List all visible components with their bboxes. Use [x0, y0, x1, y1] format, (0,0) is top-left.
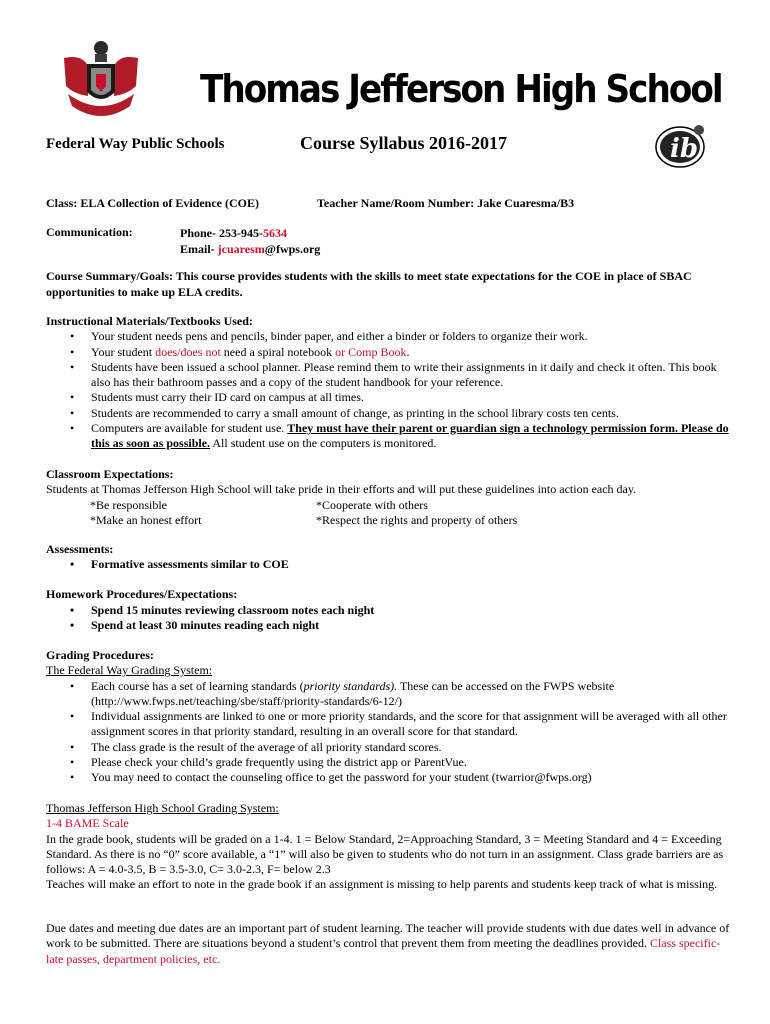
list-item: • You may need to contact the counseling office to get the password for your student (twarrior@fwps.org) — [46, 770, 730, 785]
list-item: • Formative assessments similar to COE — [46, 557, 736, 572]
expectations-heading: Classroom Expectations: — [46, 467, 174, 481]
list-item: • Computers are available for student use. They must have their parent or guardian sign a technology permission form. Please do this as soon as possible. All student use on the computers is monitored. — [46, 421, 730, 452]
list-item: • Spend 15 minutes reviewing classroom notes each night — [46, 603, 736, 619]
list-item: • Students are recommended to carry a small amount of change, as printing in the school library costs ten cents. — [46, 406, 730, 421]
phone-line: Phone- 253-945-5634 — [180, 226, 287, 240]
expectations-section — [46, 467, 736, 528]
bame-scale-label: 1-4 BAME Scale — [46, 816, 129, 831]
expectation-item: *Be responsible — [90, 497, 167, 512]
homework-section — [46, 587, 736, 634]
list-item: • Students have been issued a school planner. Please remind them to write their assignments in it daily and check it often. This book also has their bathroom passes and a copy of the student handbook for your reference. — [46, 360, 730, 391]
list-item: • The class grade is the result of the average of all priority standard scores. — [46, 740, 730, 755]
tj-grading-section — [46, 801, 736, 893]
grading-section — [46, 648, 730, 786]
list-item: • Please check your child’s grade frequently using the district app or ParentVue. — [46, 755, 730, 770]
teacher-info: Teacher Name/Room Number: Jake Cuaresma/B3 — [317, 196, 575, 210]
list-item: • Each course has a set of learning standards (priority standards). These can be accessed on the FWPS website (http://www.fwps.net/teaching/sbe/staff/priority-standards/6-12/) — [46, 679, 730, 710]
class-info: Class: ELA Collection of Evidence (COE) — [46, 196, 259, 210]
list-item: • Your student does/does not need a spiral notebook or Comp Book. — [46, 345, 730, 360]
expectation-item: *Cooperate with others — [316, 497, 428, 512]
page-title: Thomas Jefferson High School — [200, 67, 722, 111]
materials-section — [46, 314, 730, 452]
missing-paragraph: Teaches will make an effort to note in the grade book if an assignment is missing to help parents and students keep track of what is missing. — [46, 877, 718, 892]
list-item: • Your student needs pens and pencils, binder paper, and either a binder or folders to organize their work. — [46, 329, 730, 344]
ib-logo-icon — [652, 122, 712, 168]
expectation-item: *Make an honest effort — [90, 512, 202, 527]
grading-paragraph: In the grade book, students will be graded on a 1-4. 1 = Below Standard, 2=Approaching Standard, 3 = Meeting Standard and 4 = Exceeding Standard. As there is no “0” score available, a “1” will also be given to students who do not turn in an assignment. Class grade barriers are as follows: A = 4.0-3.5, B = 3.5-3.0, C= 3.0-2.3, F= below 2.3 — [46, 831, 724, 877]
communication-label: Communication: — [46, 225, 133, 239]
list-item: • Students must carry their ID card on campus at all times. — [46, 390, 730, 405]
course-summary: Course Summary/Goals: This course provides students with the skills to meet state expectations for the COE in place of SBAC opportunities to make up ELA credits. — [46, 269, 692, 299]
assessments-section — [46, 542, 736, 573]
expectations-intro: Students at Thomas Jefferson High School will take pride in their efforts and will put these guidelines into action each day. — [46, 482, 637, 497]
contact-block — [180, 225, 320, 257]
assessments-heading: Assessments: — [46, 542, 114, 556]
list-item: • Individual assignments are linked to one or more priority standards, and the score for that assignment will be averaged with all other assignment scores in that priority standard, resulting in an overall score for that standard. — [46, 709, 730, 740]
list-item: • Spend at least 30 minutes reading each night — [46, 618, 736, 634]
fw-grading-heading: The Federal Way Grading System: — [46, 663, 213, 678]
syllabus-title: Course Syllabus 2016-2017 — [300, 133, 508, 153]
materials-heading: Instructional Materials/Textbooks Used: — [46, 314, 253, 328]
district-name: Federal Way Public Schools — [46, 136, 225, 152]
email-line: Email- jcuaresm@fwps.org — [180, 242, 321, 256]
homework-heading: Homework Procedures/Expectations: — [46, 587, 238, 601]
tj-grading-heading: Thomas Jefferson High School Grading System: — [46, 801, 279, 815]
due-dates-paragraph: Due dates and meeting due dates are an important part of student learning. The teacher will provide students with due dates well in advance of work to be submitted. There are situations beyond a student’s control that prevent them from meeting the deadlines provided. Class specific-late passes, department policies, etc. — [46, 921, 730, 966]
ib-logo-text: ib — [670, 134, 699, 164]
grading-heading: Grading Procedures: — [46, 648, 154, 662]
school-crest-icon — [60, 34, 142, 120]
expectation-item: *Respect the rights and property of others — [316, 512, 518, 527]
